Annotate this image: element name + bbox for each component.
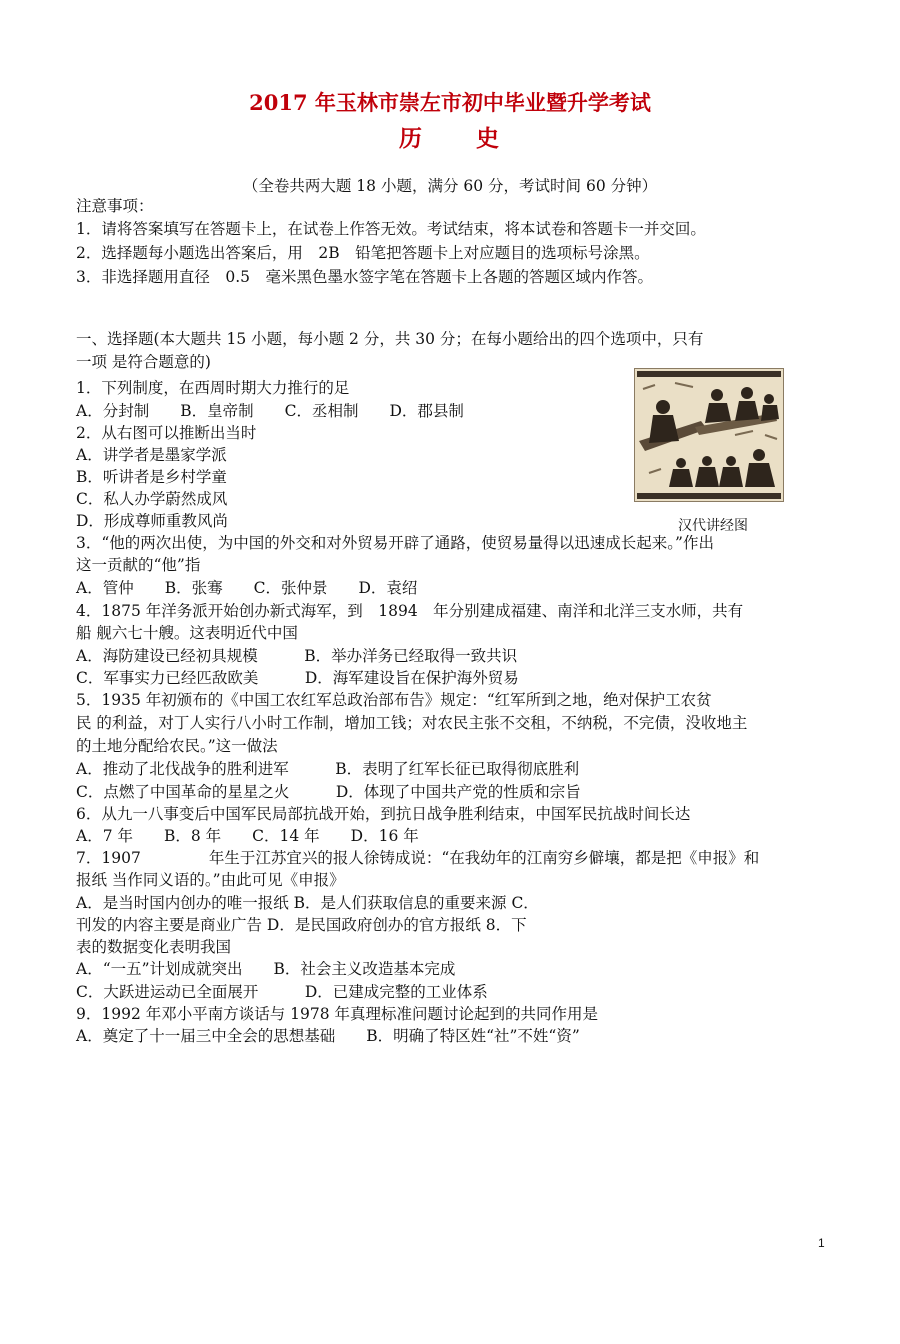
question-4-cont: 船 舰六七十艘。这表明近代中国 [76, 624, 298, 642]
question-6: 6．从九一八事变后中国军民局部抗战开始，到抗日战争胜利结束，中国军民抗战时间长达 [76, 805, 691, 823]
question-7-cont: 报纸 当作同义语的。”由此可见《申报》 [76, 871, 345, 889]
question-7-text: 年生于江苏宜兴的报人徐铸成说：“在我幼年的江南穷乡僻壤，都是把《申报》和 [208, 849, 760, 867]
section-heading: 一、选择题(本大题共 15 小题，每小题 2 分，共 30 分；在每小题给出的四个选项中，只有 [76, 330, 704, 348]
question-7 [76, 848, 836, 869]
notice-item: 1．请将答案填写在答题卡上，在试卷上作答无效。考试结束，将本试卷和答题卡一并交回。 [76, 220, 706, 238]
question-5-cont: 的土地分配给农民。”这一做法 [76, 737, 278, 755]
question-5-cont: 民 的利益，对丁人实行八小时工作制，增加工钱；对农民主张不交租，不纳税，不完债，没收地主 [76, 714, 748, 732]
exam-title: 2017 年玉林市崇左市初中毕业暨升学考试 [249, 90, 651, 115]
question-2: 2．从右图可以推断出当时 [76, 424, 257, 442]
figure-caption: 汉代讲经图 [678, 518, 748, 534]
question-7-options: 刊发的内容主要是商业广告 D．是民国政府创办的官方报纸 8．下 [76, 916, 527, 934]
question-3: 3．“他的两次出使，为中国的外交和对外贸易开辟了通路，使贸易量得以迅速成长起来。”作出 [76, 534, 714, 552]
subject-title [0, 126, 900, 152]
question-5: 5．1935 年初颁布的《中国工农红军总政治部布告》规定：“红军所到之地，绝对保护工农贫 [76, 691, 712, 709]
question-1: 1．下列制度，在西周时期大力推行的足 [76, 379, 350, 397]
question-4-options: A．海防建设已经初具规模 B．举办洋务已经取得一致共识 [76, 647, 518, 665]
question-8-options: C．大跃进运动已全面展开 D．已建成完整的工业体系 [76, 983, 488, 1001]
question-3-options: A．管仲 B．张骞 C．张仲景 D．袁绍 [76, 579, 418, 597]
subject-left: 历 [399, 125, 424, 152]
question-9: 9．1992 年邓小平南方谈话与 1978 年真理标准问题讨论起到的共同作用是 [76, 1005, 599, 1023]
question-3-cont: 这一贡献的“他”指 [76, 556, 201, 574]
question-2-option-a: A．讲学者是墨家学派 [76, 446, 227, 464]
question-5-options: C．点燃了中国革命的星星之火 D．体现了中国共产党的性质和宗旨 [76, 783, 581, 801]
question-2-option-b: B．听讲者是乡村学童 [76, 468, 227, 486]
exam-scope: （全卷共两大题 18 小题，满分 60 分，考试时间 60 分钟） [242, 177, 658, 195]
question-8-options: A．“一五”计划成就突出 B．社会主义改造基本完成 [76, 960, 456, 978]
question-6-options: A．7 年 B．8 年 C．14 年 D．16 年 [76, 827, 419, 845]
notice-item: 2．选择题每小题选出答案后，用 2B 铅笔把答题卡上对应题目的选项标号涂黑。 [76, 244, 650, 262]
page-number: 1 [818, 1236, 825, 1250]
question-4: 4．1875 年洋务派开始创办新式海军，到 1894 年分别建成福建、南洋和北洋三支水师，共有 [76, 602, 744, 620]
question-5-options: A．推动了北伐战争的胜利进军 B．表明了红军长征已取得彻底胜利 [76, 760, 580, 778]
question-7-year: 7．1907 [76, 849, 141, 867]
question-4-options: C．军事实力已经匹敌欧美 D．海军建设旨在保护海外贸易 [76, 669, 519, 687]
question-2-option-d: D．形成尊师重教风尚 [76, 512, 228, 530]
section-heading-cont: 一项 是符合题意的) [76, 353, 211, 371]
notice-item: 3．非选择题用直径 0.5 毫米黑色墨水签字笔在答题卡上各题的答题区域内作答。 [76, 268, 654, 286]
question-8: 表的数据变化表明我国 [76, 938, 232, 956]
question-9-options: A．奠定了十一届三中全会的思想基础 B．明确了特区姓“社”不姓“资” [76, 1027, 580, 1045]
question-2-option-c: C．私人办学蔚然成风 [76, 490, 228, 508]
notice-heading: 注意事项： [76, 197, 154, 215]
subject-right: 史 [476, 125, 501, 152]
question-7-options: A．是当时国内创办的唯一报纸 B．是人们获取信息的重要来源 C． [76, 894, 539, 912]
question-1-options: A．分封制 B．皇帝制 C．丞相制 D．郡县制 [76, 402, 464, 420]
